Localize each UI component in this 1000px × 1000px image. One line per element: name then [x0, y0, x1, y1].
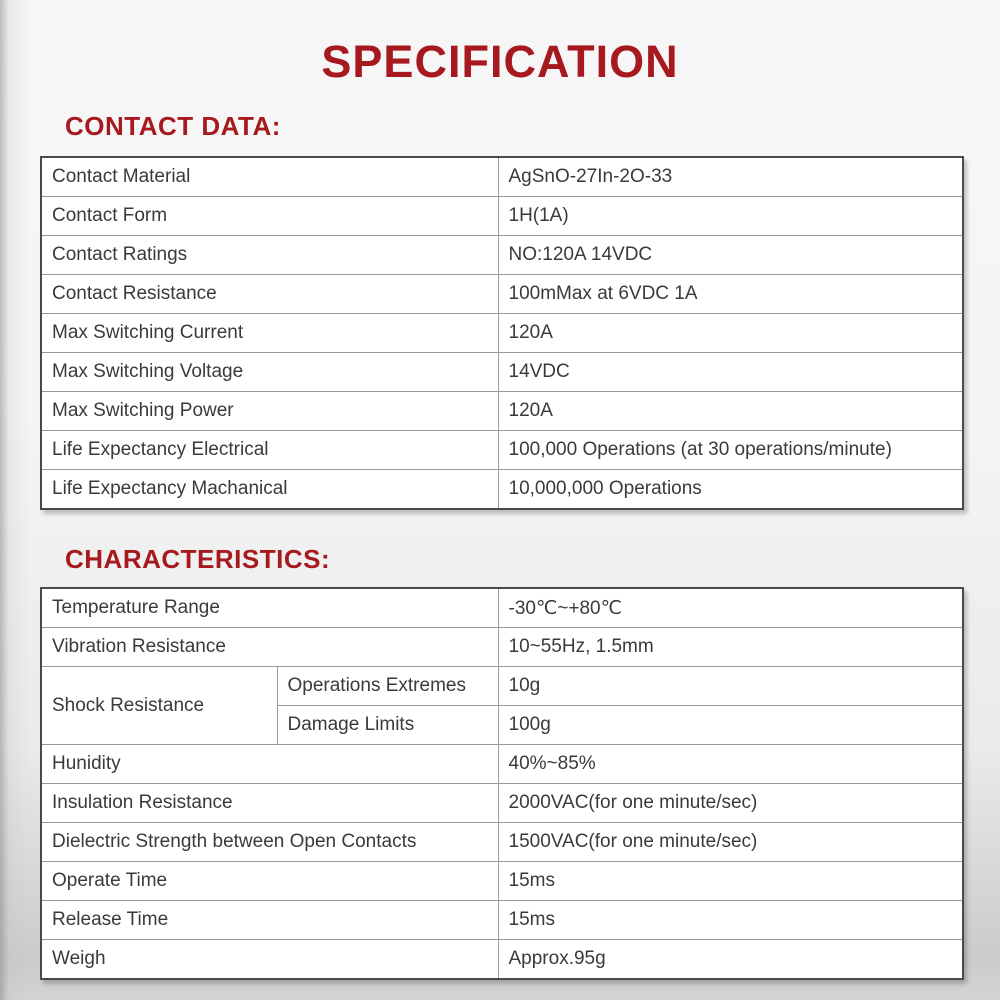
spec-label: Weigh	[41, 940, 498, 980]
table-row	[41, 784, 963, 823]
spec-sublabel: Operations Extremes	[277, 667, 498, 706]
table-row	[41, 745, 963, 784]
spec-value: 15ms	[498, 901, 963, 940]
spec-label: Contact Material	[41, 157, 498, 197]
spec-label: Dielectric Strength between Open Contacts	[41, 823, 498, 862]
spec-value: NO:120A 14VDC	[498, 236, 963, 275]
characteristics-table	[40, 587, 964, 980]
spec-value: Approx.95g	[498, 940, 963, 980]
table-row	[41, 862, 963, 901]
spec-label: Operate Time	[41, 862, 498, 901]
table-row	[41, 667, 963, 706]
table-row	[41, 588, 963, 628]
spec-label: Release Time	[41, 901, 498, 940]
spec-value: 10~55Hz, 1.5mm	[498, 628, 963, 667]
table-row	[41, 197, 963, 236]
table-row	[41, 823, 963, 862]
spec-value: 14VDC	[498, 353, 963, 392]
table-row	[41, 314, 963, 353]
spec-value: 100g	[498, 706, 963, 745]
table-row	[41, 157, 963, 197]
table-row	[41, 392, 963, 431]
spec-value: 1H(1A)	[498, 197, 963, 236]
contact-data-table	[40, 156, 964, 510]
table-row	[41, 236, 963, 275]
spec-label: Vibration Resistance	[41, 628, 498, 667]
spec-value: 10,000,000 Operations	[498, 470, 963, 510]
spec-value: 100,000 Operations (at 30 operations/minute)	[498, 431, 963, 470]
table-row	[41, 901, 963, 940]
spec-value: 40%~85%	[498, 745, 963, 784]
spec-value: 120A	[498, 392, 963, 431]
spec-value: 100mMax at 6VDC 1A	[498, 275, 963, 314]
spec-value: AgSnO-27In-2O-33	[498, 157, 963, 197]
spec-value: 2000VAC(for one minute/sec)	[498, 784, 963, 823]
spec-label: Temperature Range	[41, 588, 498, 628]
table-row	[41, 940, 963, 980]
spec-label: Max Switching Power	[41, 392, 498, 431]
spec-label: Max Switching Current	[41, 314, 498, 353]
spec-label: Contact Form	[41, 197, 498, 236]
spec-sublabel: Damage Limits	[277, 706, 498, 745]
spec-value: 15ms	[498, 862, 963, 901]
spec-value: 120A	[498, 314, 963, 353]
spec-label: Insulation Resistance	[41, 784, 498, 823]
table-row	[41, 628, 963, 667]
table-row	[41, 431, 963, 470]
spec-value: -30℃~+80℃	[498, 588, 963, 628]
table-row	[41, 275, 963, 314]
spec-label: Max Switching Voltage	[41, 353, 498, 392]
spec-label: Hunidity	[41, 745, 498, 784]
spec-label: Life Expectancy Machanical	[41, 470, 498, 510]
page-title: SPECIFICATION	[321, 36, 679, 87]
table-row	[41, 470, 963, 510]
spec-label: Contact Resistance	[41, 275, 498, 314]
spec-label: Contact Ratings	[41, 236, 498, 275]
spec-label: Shock Resistance	[41, 667, 277, 745]
spec-value: 1500VAC(for one minute/sec)	[498, 823, 963, 862]
spec-value: 10g	[498, 667, 963, 706]
contact-data-heading: CONTACT DATA:	[65, 111, 281, 141]
spec-label: Life Expectancy Electrical	[41, 431, 498, 470]
characteristics-heading: CHARACTERISTICS:	[65, 544, 331, 574]
table-row	[41, 353, 963, 392]
